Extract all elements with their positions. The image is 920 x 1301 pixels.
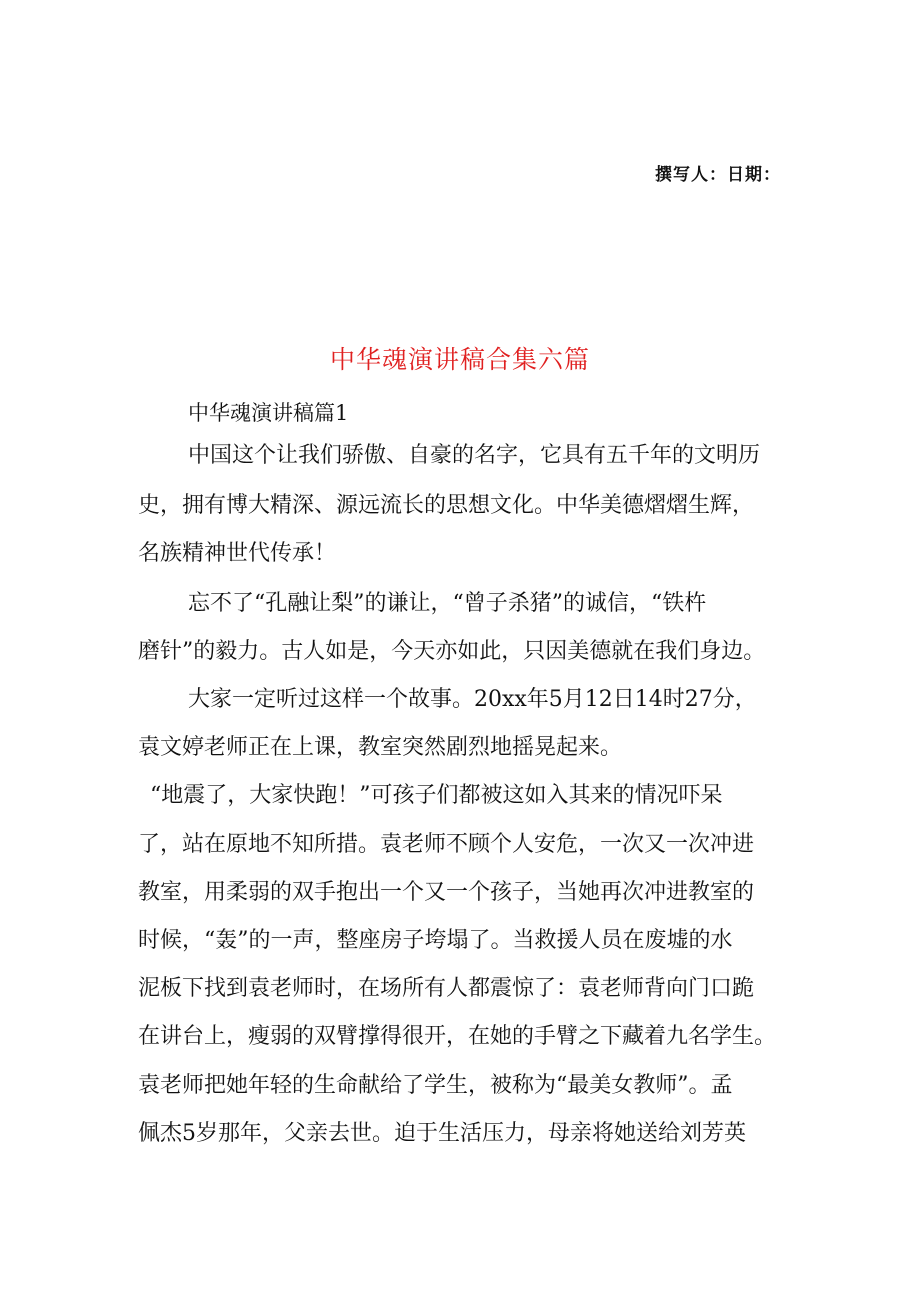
body-line: 教室，用柔弱的双手抱出一个又一个孩子，当她再次冲进教室的 [138, 880, 755, 905]
body-line: “地震了，大家快跑！”可孩子们都被这如入其来的情况吓呆 [150, 783, 723, 808]
body-line: 大家一定听过这样一个故事。20xx年5月12日14时27分， [188, 687, 757, 712]
body-line: 泥板下找到袁老师时，在场所有人都震惊了：袁老师背向门口跪 [138, 976, 755, 1001]
section-subtitle: 中华魂演讲稿篇1 [188, 401, 349, 425]
body-line: 名族精神世代传承！ [138, 541, 337, 566]
body-line: 袁文婷老师正在上课，教室突然剧烈地摇晃起来。 [138, 735, 623, 760]
body-line: 了，站在原地不知所措。袁老师不顾个人安危，一次又一次冲进 [138, 832, 755, 857]
document-title: 中华魂演讲稿合集六篇 [329, 345, 590, 374]
body-line: 磨针”的毅力。古人如是，今天亦如此，只因美德就在我们身边。 [138, 639, 766, 664]
body-line: 袁老师把她年轻的生命献给了学生，被称为“最美女教师”。孟 [138, 1073, 733, 1098]
body-line: 在讲台上，瘦弱的双臂撑得很开，在她的手臂之下藏着九名学生。 [138, 1024, 777, 1049]
body-line: 佩杰5岁那年，父亲去世。迫于生活压力，母亲将她送给刘芳英 [138, 1121, 746, 1146]
body-line: 忘不了“孔融让梨”的谦让，“曾子杀猪”的诚信，“铁杵 [188, 591, 707, 616]
body-line: 史，拥有博大精深、源远流长的思想文化。中华美德熠熠生辉， [138, 493, 755, 518]
body-line: 时候，“轰”的一声，整座房子垮塌了。当救援人员在废墟的水 [138, 928, 733, 953]
body-line: 中国这个让我们骄傲、自豪的名字，它具有五千年的文明历 [188, 443, 761, 468]
author-date-line: 撰写人：日期： [655, 165, 781, 185]
